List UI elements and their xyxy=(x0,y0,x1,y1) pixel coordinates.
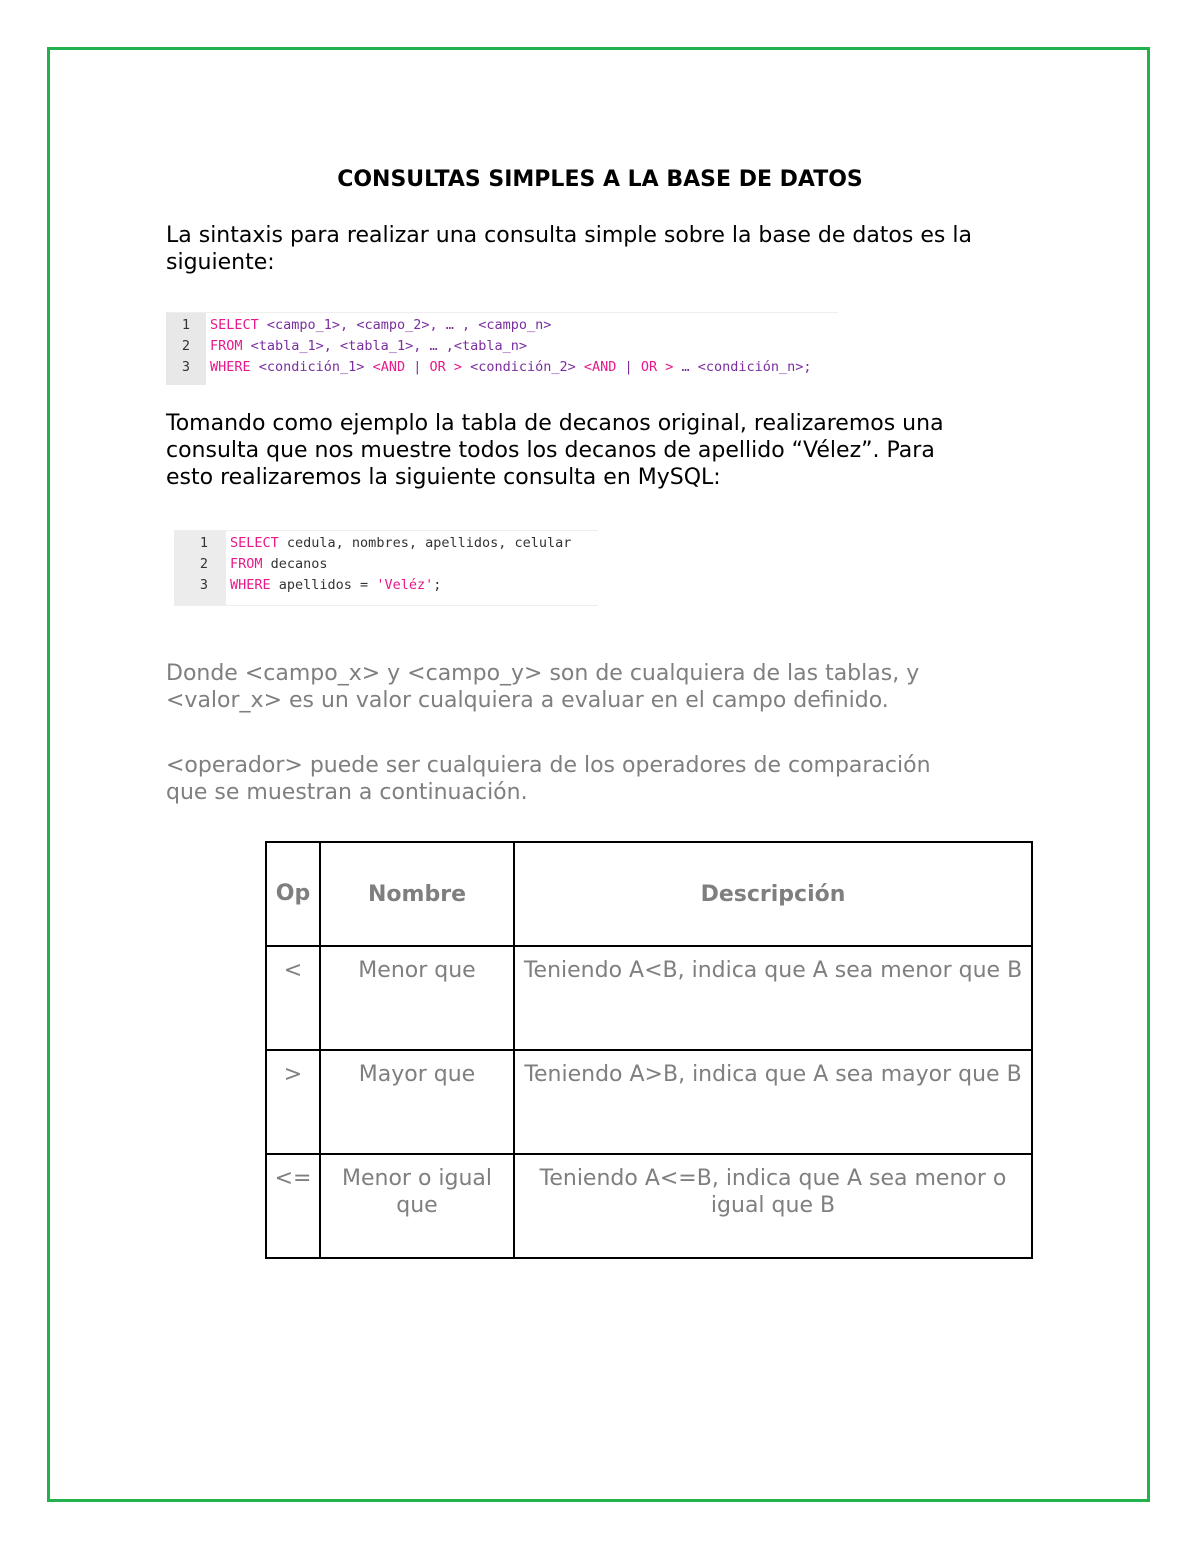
sql-string: 'Veléz' xyxy=(376,577,434,593)
sql-keyword: <AND xyxy=(372,359,406,375)
code-line xyxy=(174,554,328,575)
operator-paragraph: <operador> puede ser cualquiera de los operadores de comparación que se muestran a continuación. xyxy=(166,753,931,805)
code-line xyxy=(166,336,527,357)
code-line xyxy=(166,315,551,336)
sql-keyword: OR > xyxy=(640,359,674,375)
description-cell: Teniendo A>B, indica que A sea mayor que B xyxy=(514,1050,1032,1154)
sql-keyword: <AND xyxy=(583,359,617,375)
syntax-code-block xyxy=(166,312,838,385)
code-text: decanos xyxy=(262,556,328,572)
code-text: … <condición_n>; xyxy=(673,359,812,375)
line-number: 3 xyxy=(181,359,191,375)
sql-keyword: WHERE xyxy=(230,577,271,593)
code-text: | xyxy=(616,359,641,375)
operators-table xyxy=(265,841,1033,1259)
header-op: Op xyxy=(266,842,320,946)
sql-keyword: SELECT xyxy=(210,317,259,333)
code-text: <condición_2> xyxy=(461,359,584,375)
operator-cell: > xyxy=(266,1050,320,1154)
table-header-row xyxy=(266,842,1032,946)
code-text: apellidos = xyxy=(270,577,377,593)
description-cell: Teniendo A<B, indica que A sea menor que B xyxy=(514,946,1032,1050)
name-cell: Menor que xyxy=(320,946,514,1050)
line-number: 3 xyxy=(199,577,209,593)
table-row xyxy=(266,946,1032,1050)
variables-paragraph: Donde <campo_x> y <campo_y> son de cualquiera de las tablas, y <valor_x> es un valor cualquiera a evaluar en el campo definido. xyxy=(166,661,920,713)
code-line xyxy=(174,533,571,554)
table-row xyxy=(266,1050,1032,1154)
example-intro-paragraph: Tomando como ejemplo la tabla de decanos original, realizaremos una consulta que nos muestre todos los decanos de apellido “Vélez”. Para esto realizaremos la siguiente consulta en MySQL: xyxy=(166,411,944,490)
code-text: <condición_1> xyxy=(250,359,373,375)
sql-keyword: WHERE xyxy=(210,359,251,375)
code-text: | xyxy=(405,359,430,375)
code-text: <tabla_1>, <tabla_1>, … ,<tabla_n> xyxy=(242,338,527,354)
sql-keyword: OR > xyxy=(429,359,462,375)
sql-keyword: SELECT xyxy=(230,535,279,551)
header-name: Nombre xyxy=(320,842,514,946)
line-number: 1 xyxy=(181,317,191,333)
code-text: cedula, nombres, apellidos, celular xyxy=(278,535,572,551)
description-cell: Teniendo A<=B, indica que A sea menor o igual que B xyxy=(514,1154,1032,1258)
operator-cell: <= xyxy=(266,1154,320,1258)
sql-keyword: FROM xyxy=(230,556,263,572)
operator-cell: < xyxy=(266,946,320,1050)
code-text: ; xyxy=(433,577,442,593)
line-number: 2 xyxy=(181,338,191,354)
table-row xyxy=(266,1154,1032,1258)
sql-keyword: FROM xyxy=(210,338,243,354)
code-line xyxy=(166,357,812,378)
code-text: <campo_1>, <campo_2>, … , <campo_n> xyxy=(258,317,552,333)
line-number: 1 xyxy=(199,535,209,551)
name-cell: Menor o igual que xyxy=(320,1154,514,1258)
name-cell: Mayor que xyxy=(320,1050,514,1154)
example-code-block xyxy=(174,530,598,606)
document-title: CONSULTAS SIMPLES A LA BASE DE DATOS xyxy=(337,167,863,192)
code-line xyxy=(174,575,441,596)
line-number: 2 xyxy=(199,556,209,572)
syntax-intro-paragraph: La sintaxis para realizar una consulta simple sobre la base de datos es la siguiente: xyxy=(166,223,972,275)
header-description: Descripción xyxy=(514,842,1032,946)
